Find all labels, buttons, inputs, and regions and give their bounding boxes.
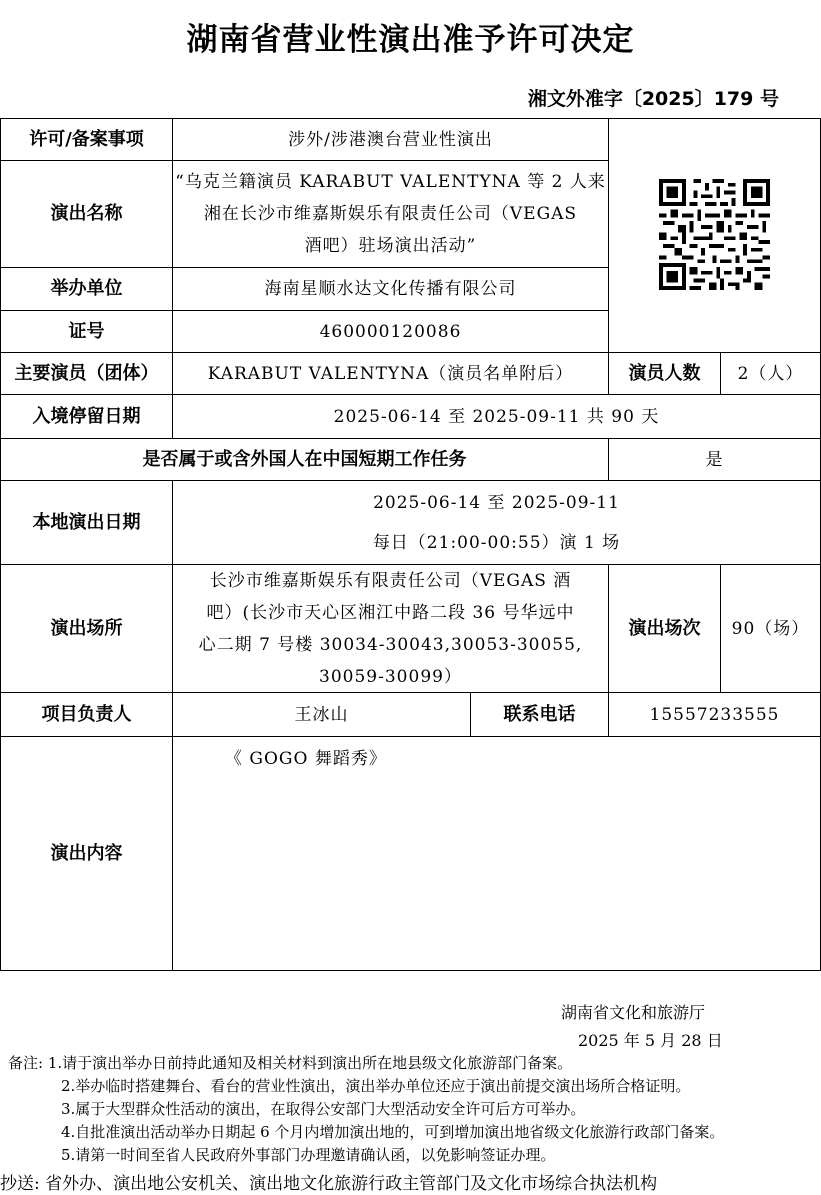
name-line-2: 湘在长沙市维嘉斯娱乐有限责任公司（VEGAS — [203, 204, 578, 224]
venue-line-1: 长沙市维嘉斯娱乐有限责任公司（VEGAS 酒 — [209, 570, 572, 591]
item-value: 涉外/涉港澳台营业性演出 — [173, 118, 609, 161]
notes-label: 备注: — [8, 1054, 44, 1072]
issuer: 湖南省文化和旅游厅 — [561, 1003, 706, 1022]
manager-label: 项目负责人 — [0, 693, 173, 737]
venue-line-4: 30059-30099） — [319, 666, 462, 687]
venue-value — [173, 565, 609, 693]
cert-value: 460000120086 — [173, 311, 609, 353]
content-value: 《 GOGO 舞蹈秀》 — [173, 737, 821, 971]
phone-label: 联系电话 — [471, 693, 609, 737]
sessions-label: 演出场次 — [609, 565, 721, 693]
stay-label: 入境停留日期 — [0, 395, 173, 439]
performer-value: KARABUT VALENTYNA（演员名单附后） — [173, 353, 609, 395]
content-label: 演出内容 — [0, 737, 173, 971]
name-label: 演出名称 — [0, 161, 173, 268]
note-3: 3.属于大型群众性活动的演出，在取得公安部门大型活动安全许可后方可举办。 — [61, 1100, 586, 1118]
stay-value: 2025-06-14 至 2025-09-11 共 90 天 — [173, 395, 821, 439]
note-5: 5.请第一时间至省人民政府外事部门办理邀请确认函，以免影响签证办理。 — [61, 1146, 556, 1164]
note-4: 4.自批准演出活动举办日期起 6 个月内增加演出地的，可到增加演出地省级文化旅游行政部门备案。 — [61, 1123, 725, 1141]
shortterm-label: 是否属于或含外国人在中国短期工作任务 — [0, 439, 609, 481]
local-date-value — [173, 481, 821, 565]
local-date-label: 本地演出日期 — [0, 481, 173, 565]
venue-line-3: 心二期 7 号楼 30034-30043,30053-30055, — [198, 634, 583, 655]
local-date-schedule: 每日（21:00-00:55）演 1 场 — [372, 532, 621, 553]
note-1: 1.请于演出举办日前持此通知及相关材料到演出所在地县级文化旅游部门备案。 — [47, 1054, 573, 1072]
performer-label: 主要演员（团体） — [0, 353, 173, 395]
sessions-value: 90（场） — [721, 565, 821, 693]
count-label: 演员人数 — [609, 353, 721, 395]
notes-block — [8, 1052, 724, 1167]
venue-label: 演出场所 — [0, 565, 173, 693]
name-line-3: 酒吧）驻场演出活动” — [304, 236, 477, 256]
cc-value: 省外办、演出地公安机关、演出地文化旅游行政主管部门及文化市场综合执法机构 — [45, 1174, 658, 1194]
cert-label: 证号 — [0, 311, 173, 353]
name-line-1: “乌克兰籍演员 KARABUT VALENTYNA 等 2 人来 — [175, 172, 606, 192]
cc-label: 抄送: — [0, 1174, 40, 1194]
count-value: 2（人） — [721, 353, 821, 395]
venue-line-2: 吧）(长沙市天心区湘江中路二段 36 号华远中 — [206, 602, 575, 623]
organizer-value: 海南星顺水达文化传播有限公司 — [173, 268, 609, 311]
organizer-label: 举办单位 — [0, 268, 173, 311]
document-number: 湘文外准字〔2025〕179 号 — [527, 88, 779, 110]
note-2: 2.举办临时搭建舞台、看台的营业性演出，演出举办单位还应于演出前提交演出场所合格证明。 — [61, 1077, 691, 1095]
cc-line — [0, 1169, 657, 1194]
item-label: 许可/备案事项 — [0, 118, 173, 161]
shortterm-value: 是 — [609, 439, 821, 481]
qr-code-icon — [659, 179, 770, 290]
phone-value: 15557233555 — [609, 693, 821, 737]
issue-date: 2025 年 5 月 28 日 — [578, 1031, 723, 1050]
local-date-range: 2025-06-14 至 2025-09-11 — [373, 492, 620, 513]
name-value — [173, 161, 609, 268]
manager-value: 王冰山 — [173, 693, 471, 737]
document-title: 湖南省营业性演出准予许可决定 — [186, 22, 635, 58]
